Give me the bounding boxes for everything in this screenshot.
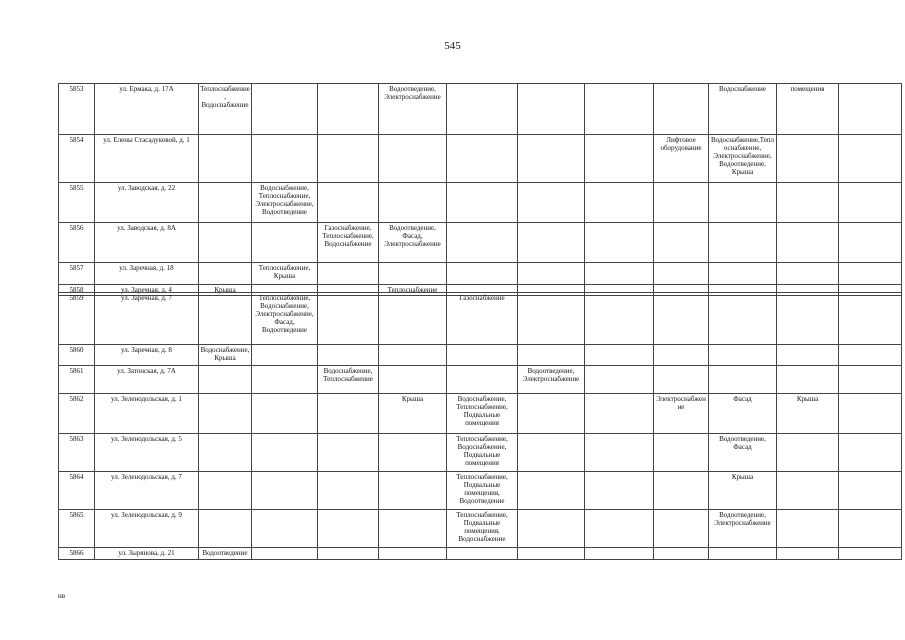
work-type-cell: [585, 263, 654, 285]
work-type-cell: [709, 183, 777, 223]
row-number-cell: 5862: [59, 394, 95, 434]
work-type-cell: Крыша: [709, 472, 777, 510]
work-type-cell: [518, 434, 585, 472]
work-type-cell: [585, 135, 654, 183]
work-type-cell: [199, 434, 252, 472]
work-type-cell: [318, 135, 379, 183]
table-row: [59, 135, 902, 183]
row-number-cell: 5856: [59, 223, 95, 263]
row-number-cell: 5865: [59, 510, 95, 548]
work-type-cell: [777, 223, 839, 263]
work-type-cell: Теплоснабжение, Подвальные помещения, Водоснабжение: [447, 510, 518, 548]
row-number-cell: 5866: [59, 548, 95, 560]
work-type-cell: [839, 366, 902, 394]
work-type-cell: [379, 293, 447, 345]
work-type-cell: [839, 293, 902, 345]
table-row: [59, 263, 902, 285]
work-type-cell: [654, 84, 709, 135]
work-type-cell: [777, 472, 839, 510]
address-cell: ул. Заречная, д. 4: [95, 285, 199, 296]
work-type-cell: [318, 263, 379, 285]
work-type-cell: [709, 345, 777, 366]
work-type-cell: [585, 293, 654, 345]
work-type-cell: [379, 366, 447, 394]
work-type-cell: Водоснабжение, Теплоснабжение, Электроснабжение, Водоотведение: [252, 183, 318, 223]
work-type-cell: Фасад: [709, 394, 777, 434]
work-type-cell: [318, 183, 379, 223]
address-cell: ул. Заречная, д. 7: [95, 293, 199, 345]
work-type-cell: [518, 223, 585, 263]
table-row: [59, 434, 902, 472]
work-type-cell: [839, 345, 902, 366]
table-row: [59, 84, 902, 135]
work-type-cell: Водоотведение, Фасад, Электроснабжение: [379, 223, 447, 263]
work-type-cell: Водоотведение, Электроснабжение: [709, 510, 777, 548]
work-type-cell: [318, 510, 379, 548]
work-type-cell: [199, 394, 252, 434]
work-type-cell: [777, 293, 839, 345]
work-type-cell: [777, 263, 839, 285]
work-type-cell: [199, 135, 252, 183]
table-row: [59, 394, 902, 434]
work-type-cell: Водоснабжение, Теплоснабжение: [318, 366, 379, 394]
work-type-cell: [447, 223, 518, 263]
work-type-cell: Теплоснабжение, Подвальные помещения, Водоотведение: [447, 472, 518, 510]
work-type-cell: [709, 223, 777, 263]
work-type-cell: Водоотведение: [199, 548, 252, 560]
footer-mark: нв: [58, 592, 66, 600]
work-type-cell: [447, 366, 518, 394]
table-row: [59, 345, 902, 366]
address-cell: ул. Зырянова, д. 21: [95, 548, 199, 560]
row-number-cell: 5859: [59, 293, 95, 345]
capital-repair-table-top: [58, 83, 902, 296]
work-type-cell: [447, 548, 518, 560]
row-number-cell: 5857: [59, 263, 95, 285]
work-type-cell: [199, 293, 252, 345]
work-type-cell: Теплоснабжение, Водоснабжение, Подвальные помещения: [447, 434, 518, 472]
row-number-cell: 5864: [59, 472, 95, 510]
row-number-cell: 5853: [59, 84, 95, 135]
work-type-cell: [777, 366, 839, 394]
work-type-cell: [585, 548, 654, 560]
work-type-cell: [654, 472, 709, 510]
work-type-cell: [518, 345, 585, 366]
work-type-cell: [252, 366, 318, 394]
work-type-cell: [654, 434, 709, 472]
work-type-cell: Крыша: [379, 394, 447, 434]
work-type-cell: [199, 366, 252, 394]
work-type-cell: [654, 345, 709, 366]
work-type-cell: Теплоснабжение: [379, 285, 447, 296]
work-type-cell: [252, 548, 318, 560]
work-type-cell: [777, 183, 839, 223]
work-type-cell: [379, 510, 447, 548]
work-type-cell: [199, 183, 252, 223]
work-type-cell: [777, 434, 839, 472]
work-type-cell: Газоснабжение: [447, 293, 518, 345]
work-type-cell: [839, 135, 902, 183]
address-cell: ул. Зеленодольская, д. 7: [95, 472, 199, 510]
work-type-cell: [709, 366, 777, 394]
address-cell: ул. Заводская, д. 22: [95, 183, 199, 223]
address-cell: ул. Зеленодольская, д. 9: [95, 510, 199, 548]
work-type-cell: Электроснабжение: [654, 394, 709, 434]
work-type-cell: [585, 472, 654, 510]
table-row: [59, 183, 902, 223]
work-type-cell: [777, 345, 839, 366]
table-row: [59, 293, 902, 345]
work-type-cell: [379, 472, 447, 510]
work-type-cell: [709, 548, 777, 560]
capital-repair-table-bottom: [58, 292, 902, 560]
row-number-cell: 5854: [59, 135, 95, 183]
work-type-cell: [199, 263, 252, 285]
work-type-cell: [839, 84, 902, 135]
work-type-cell: Теплоснабжение, Водоснабжение, Электроснабжение, Фасад, Водоотведение: [252, 293, 318, 345]
work-type-cell: [199, 223, 252, 263]
work-type-cell: [839, 263, 902, 285]
work-type-cell: [518, 394, 585, 434]
work-type-cell: [777, 135, 839, 183]
page-number: 545: [444, 40, 461, 52]
work-type-cell: [839, 223, 902, 263]
work-type-cell: [318, 394, 379, 434]
work-type-cell: Водоотведение, Электроснабжение: [518, 366, 585, 394]
address-cell: ул. Зеленодольская, д. 5: [95, 434, 199, 472]
work-type-cell: [654, 548, 709, 560]
work-type-cell: [518, 263, 585, 285]
work-type-cell: [839, 472, 902, 510]
work-type-cell: [447, 183, 518, 223]
work-type-cell: [518, 472, 585, 510]
work-type-cell: [252, 345, 318, 366]
work-type-cell: [839, 548, 902, 560]
work-type-cell: помещения: [777, 84, 839, 135]
work-type-cell: Газоснабжение, Теплоснабжение, Водоснабжение: [318, 223, 379, 263]
work-type-cell: [252, 472, 318, 510]
work-type-cell: [518, 84, 585, 135]
address-cell: ул. Ермака, д. 17А: [95, 84, 199, 135]
work-type-cell: [777, 510, 839, 548]
work-type-cell: [252, 223, 318, 263]
row-number-cell: 5855: [59, 183, 95, 223]
work-type-cell: Крыша: [199, 285, 252, 296]
work-type-cell: [839, 510, 902, 548]
address-cell: ул. Заречная, д. 8: [95, 345, 199, 366]
work-type-cell: [379, 434, 447, 472]
work-type-cell: [318, 434, 379, 472]
work-type-cell: [379, 183, 447, 223]
work-type-cell: Водоснабжение, Крыша: [199, 345, 252, 366]
work-type-cell: [654, 366, 709, 394]
address-cell: ул. Заводская, д. 8А: [95, 223, 199, 263]
work-type-cell: [654, 263, 709, 285]
work-type-cell: [518, 183, 585, 223]
work-type-cell: [585, 510, 654, 548]
work-type-cell: [585, 345, 654, 366]
work-type-cell: [379, 263, 447, 285]
work-type-cell: Водоснабжение: [709, 84, 777, 135]
work-type-cell: [447, 84, 518, 135]
work-type-cell: [839, 434, 902, 472]
work-type-cell: [839, 394, 902, 434]
work-type-cell: Теплоснабжение, Крыша: [252, 263, 318, 285]
work-type-cell: [318, 345, 379, 366]
work-type-cell: [518, 293, 585, 345]
table-row: [59, 472, 902, 510]
work-type-cell: [654, 223, 709, 263]
work-type-cell: [839, 183, 902, 223]
work-type-cell: [199, 510, 252, 548]
work-type-cell: Теплоснабжение, Водоснабжение: [199, 84, 252, 135]
work-type-cell: [585, 84, 654, 135]
work-type-cell: [318, 84, 379, 135]
work-type-cell: [585, 223, 654, 263]
work-type-cell: [585, 183, 654, 223]
work-type-cell: [318, 548, 379, 560]
work-type-cell: [654, 293, 709, 345]
address-cell: ул. Зеленодольская, д. 1: [95, 394, 199, 434]
work-type-cell: [518, 135, 585, 183]
row-number-cell: 5861: [59, 366, 95, 394]
work-type-cell: [252, 135, 318, 183]
work-type-cell: [585, 434, 654, 472]
work-type-cell: [379, 135, 447, 183]
work-type-cell: [379, 548, 447, 560]
row-number-cell: 5860: [59, 345, 95, 366]
address-cell: ул. Заречная, д. 18: [95, 263, 199, 285]
row-number-cell: 5858: [59, 285, 95, 296]
address-cell: ул. Затонская, д. 7А: [95, 366, 199, 394]
work-type-cell: [252, 434, 318, 472]
work-type-cell: Лифтовое оборудование: [654, 135, 709, 183]
table-row: [59, 223, 902, 263]
work-type-cell: [585, 366, 654, 394]
work-type-cell: [447, 135, 518, 183]
work-type-cell: [252, 84, 318, 135]
table-row: [59, 510, 902, 548]
work-type-cell: [447, 263, 518, 285]
work-type-cell: [654, 510, 709, 548]
address-cell: ул. Елены Стасадуковой, д. 1: [95, 135, 199, 183]
work-type-cell: [199, 472, 252, 510]
work-type-cell: [518, 548, 585, 560]
work-type-cell: [252, 510, 318, 548]
table-row: [59, 366, 902, 394]
work-type-cell: [518, 510, 585, 548]
work-type-cell: Водоснабжение,Теплоснабжение, Электроснабжение, Водоотведение, Крыша: [709, 135, 777, 183]
work-type-cell: Водоотведение, Фасад: [709, 434, 777, 472]
work-type-cell: [379, 345, 447, 366]
work-type-cell: Крыша: [777, 394, 839, 434]
work-type-cell: [318, 472, 379, 510]
work-type-cell: [654, 183, 709, 223]
work-type-cell: [709, 263, 777, 285]
work-type-cell: [777, 548, 839, 560]
work-type-cell: [709, 293, 777, 345]
work-type-cell: Водоотведение, Электроснабжение: [379, 84, 447, 135]
work-type-cell: Водоснабжение, Теплоснабжение, Подвальные помещения: [447, 394, 518, 434]
work-type-cell: [447, 345, 518, 366]
row-number-cell: 5863: [59, 434, 95, 472]
work-type-cell: [252, 394, 318, 434]
work-type-cell: [585, 394, 654, 434]
work-type-cell: [318, 293, 379, 345]
table-row: [59, 548, 902, 560]
